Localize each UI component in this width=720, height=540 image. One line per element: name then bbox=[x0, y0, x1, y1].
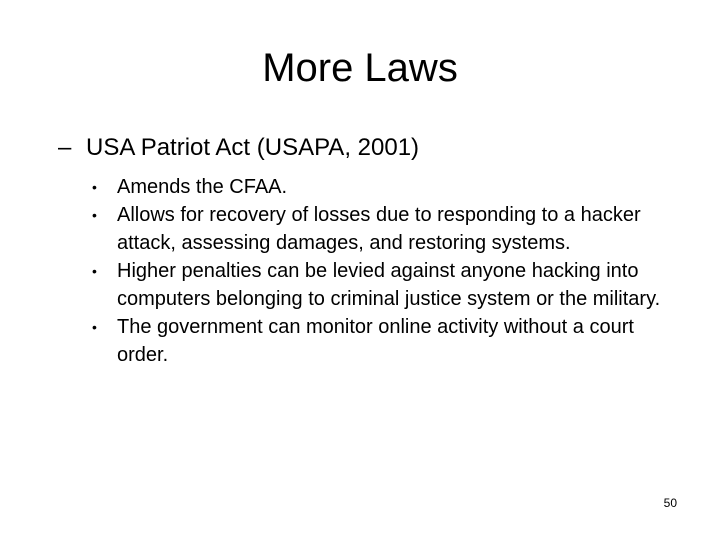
bullet-marker: • bbox=[92, 207, 97, 223]
bullet-text: Higher penalties can be levied against anyone hacking into computers belonging to criminal justice system or the military. bbox=[117, 260, 661, 310]
slide-title: More Laws bbox=[262, 46, 458, 90]
bullet-marker: • bbox=[92, 179, 97, 195]
bullet-text: Allows for recovery of losses due to responding to a hacker attack, assessing damages, and restoring systems. bbox=[117, 204, 641, 254]
list-item bbox=[90, 201, 680, 257]
bullet-list bbox=[90, 173, 680, 369]
dash-marker: – bbox=[58, 134, 72, 161]
list-item bbox=[90, 257, 680, 313]
list-item bbox=[90, 313, 680, 369]
bullet-marker: • bbox=[92, 263, 97, 279]
bullet-text: Amends the CFAA. bbox=[117, 176, 288, 198]
main-point bbox=[58, 133, 678, 163]
list-item bbox=[90, 173, 680, 201]
bullet-text: The government can monitor online activity without a court order. bbox=[117, 316, 634, 366]
main-point-text: USA Patriot Act (USAPA, 2001) bbox=[86, 134, 420, 161]
page-number: 50 bbox=[663, 496, 677, 510]
bullet-marker: • bbox=[92, 319, 97, 335]
